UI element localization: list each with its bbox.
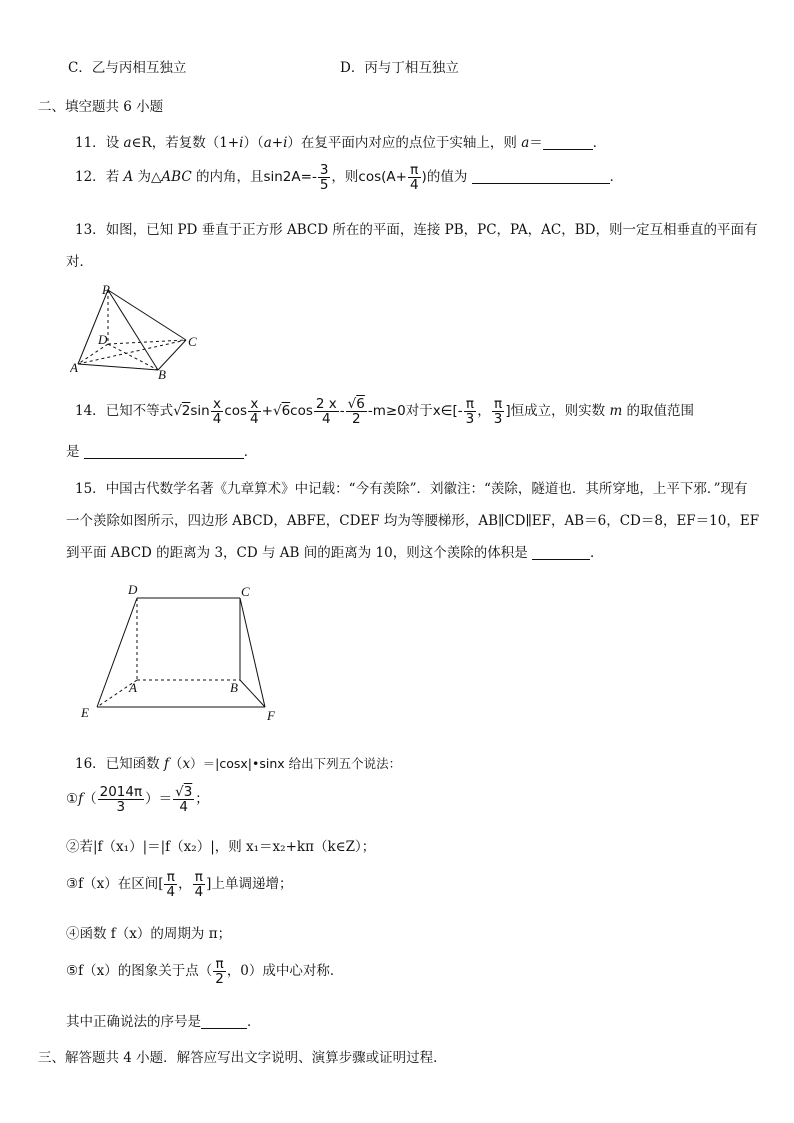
fraction: $\frac{\pi}{4}$ [166,869,176,901]
label-b: B [158,367,166,382]
statement-5: ⑤f（x）的图象关于点（ $\frac{\pi}{2}$ ，0）成中心对称． [66,956,344,988]
question-16-intro: 16．已知函数 f（x）＝|cosx|•sinx 给出下列五个说法： [75,756,402,772]
fraction: $\frac{\pi}{3}$ [493,396,503,428]
question-11: 11．设 a∈R，若复数（1+i）（a+i）在复平面内对应的点位于实轴上，则 a＝ ． [75,135,607,151]
statement-4: ④函数 f（x）的周期为 π； [66,926,232,942]
question-12: 12．若 A 为△ABC 的内角，且sin2A=- $\frac{3}{5}$ ，则cos(A+ $\frac{\pi}{4}$ )的值为 ． [75,162,624,194]
label-f: F [267,708,275,723]
question-15-line-2: 一个羡除如图所示，四边形 ABCD，ABFE，CDEF 均为等腰梯形，AB∥CD∥EF，AB＝6，CD＝8，EF＝10，EF [66,513,760,529]
answer-blank[interactable] [201,1014,247,1029]
question-16-final: 其中正确说法的序号是 ． [66,1014,261,1030]
question-number: 15． [75,481,106,497]
answer-blank[interactable] [472,169,610,184]
question-13-line-1: 13．如图，已知 PD 垂直于正方形 ABCD 所在的平面，连接 PB，PC，PA，AC，BD，则一定互相垂直的平面有 [75,222,758,238]
question-number: 12． [75,169,106,186]
statement-1: ①f（ $\frac{2014\pi}{3}$ ）＝ $\frac{√3}{4}$ ； [66,784,209,816]
question-14-line-2: 是 ． [66,444,258,460]
label-c: C [241,584,250,599]
question-15-line-1: 15．中国古代数学名著《九章算术》中记载：“今有羡除”．刘徽注：“羡除，隧道也．其所穿地，上平下邪．”现有 [75,481,748,497]
label-c: C [188,334,197,349]
fraction: $\frac{x}{4}$ [212,396,222,428]
fraction: $\frac{3}{5}$ [319,162,329,194]
label-a: A [129,680,137,695]
option-d: D．丙与丁相互独立 [340,60,459,76]
fraction: $\frac{\pi}{3}$ [465,396,475,428]
section-2-heading: 二、填空题共 6 小题 [38,99,164,115]
question-number: 14． [75,403,106,420]
statement-2: ②若|f（x₁）|＝|f（x₂）|，则 x₁＝x₂+kπ（k∈Z）； [66,839,376,855]
fraction: $\frac{\pi}{4}$ [194,869,204,901]
answer-blank[interactable] [543,135,593,150]
label-e: E [81,705,89,720]
question-14-line-1: 14．已知不等式√2sin $\frac{x}{4}$ cos $\frac{x}{4}$ +√6cos $\frac{2 x}{4}$ - $\frac{√6}{2}$ -m≥0对于x∈[- $\frac{\pi}{3}$ ， $\frac{\pi}{3}$ ]恒成立，则实数 m 的取值范围 [75,396,695,428]
fraction: $\frac{√3}{4}$ [175,784,193,816]
answer-blank[interactable] [532,545,590,560]
section-3-heading: 三、解答题共 4 小题．解答应写出文字说明、演算步骤或证明过程． [38,1050,447,1066]
fraction: $\frac{√6}{2}$ [347,396,365,428]
fraction: $\frac{\pi}{2}$ [215,956,224,988]
statement-3: ③f（x）在区间[ $\frac{\pi}{4}$ ， $\frac{\pi}{4}$ ]上单调递增； [66,869,293,901]
xianchu-figure [75,580,290,725]
pyramid-figure [70,282,210,382]
label-b: B [230,680,238,695]
question-number: 13． [75,222,106,238]
fraction: $\frac{2 x}{4}$ [315,396,337,428]
question-13-line-2: 对． [66,254,93,270]
question-15-line-3: 到平面 ABCD 的距离为 3，CD 与 AB 间的距离为 10，则这个羡除的体积是 ． [66,545,604,561]
label-d: D [98,332,108,347]
option-c: C．乙与丙相互独立 [68,60,187,76]
fraction: $\frac{x}{4}$ [250,396,259,428]
label-p: P [102,282,110,297]
label-d: D [128,582,138,597]
answer-blank[interactable] [84,444,244,459]
question-number: 11． [75,135,106,151]
fraction: $\frac{\pi}{4}$ [409,162,419,194]
label-a: A [70,360,78,375]
question-number: 16． [75,756,106,772]
fraction: $\frac{2014\pi}{3}$ [99,784,143,816]
